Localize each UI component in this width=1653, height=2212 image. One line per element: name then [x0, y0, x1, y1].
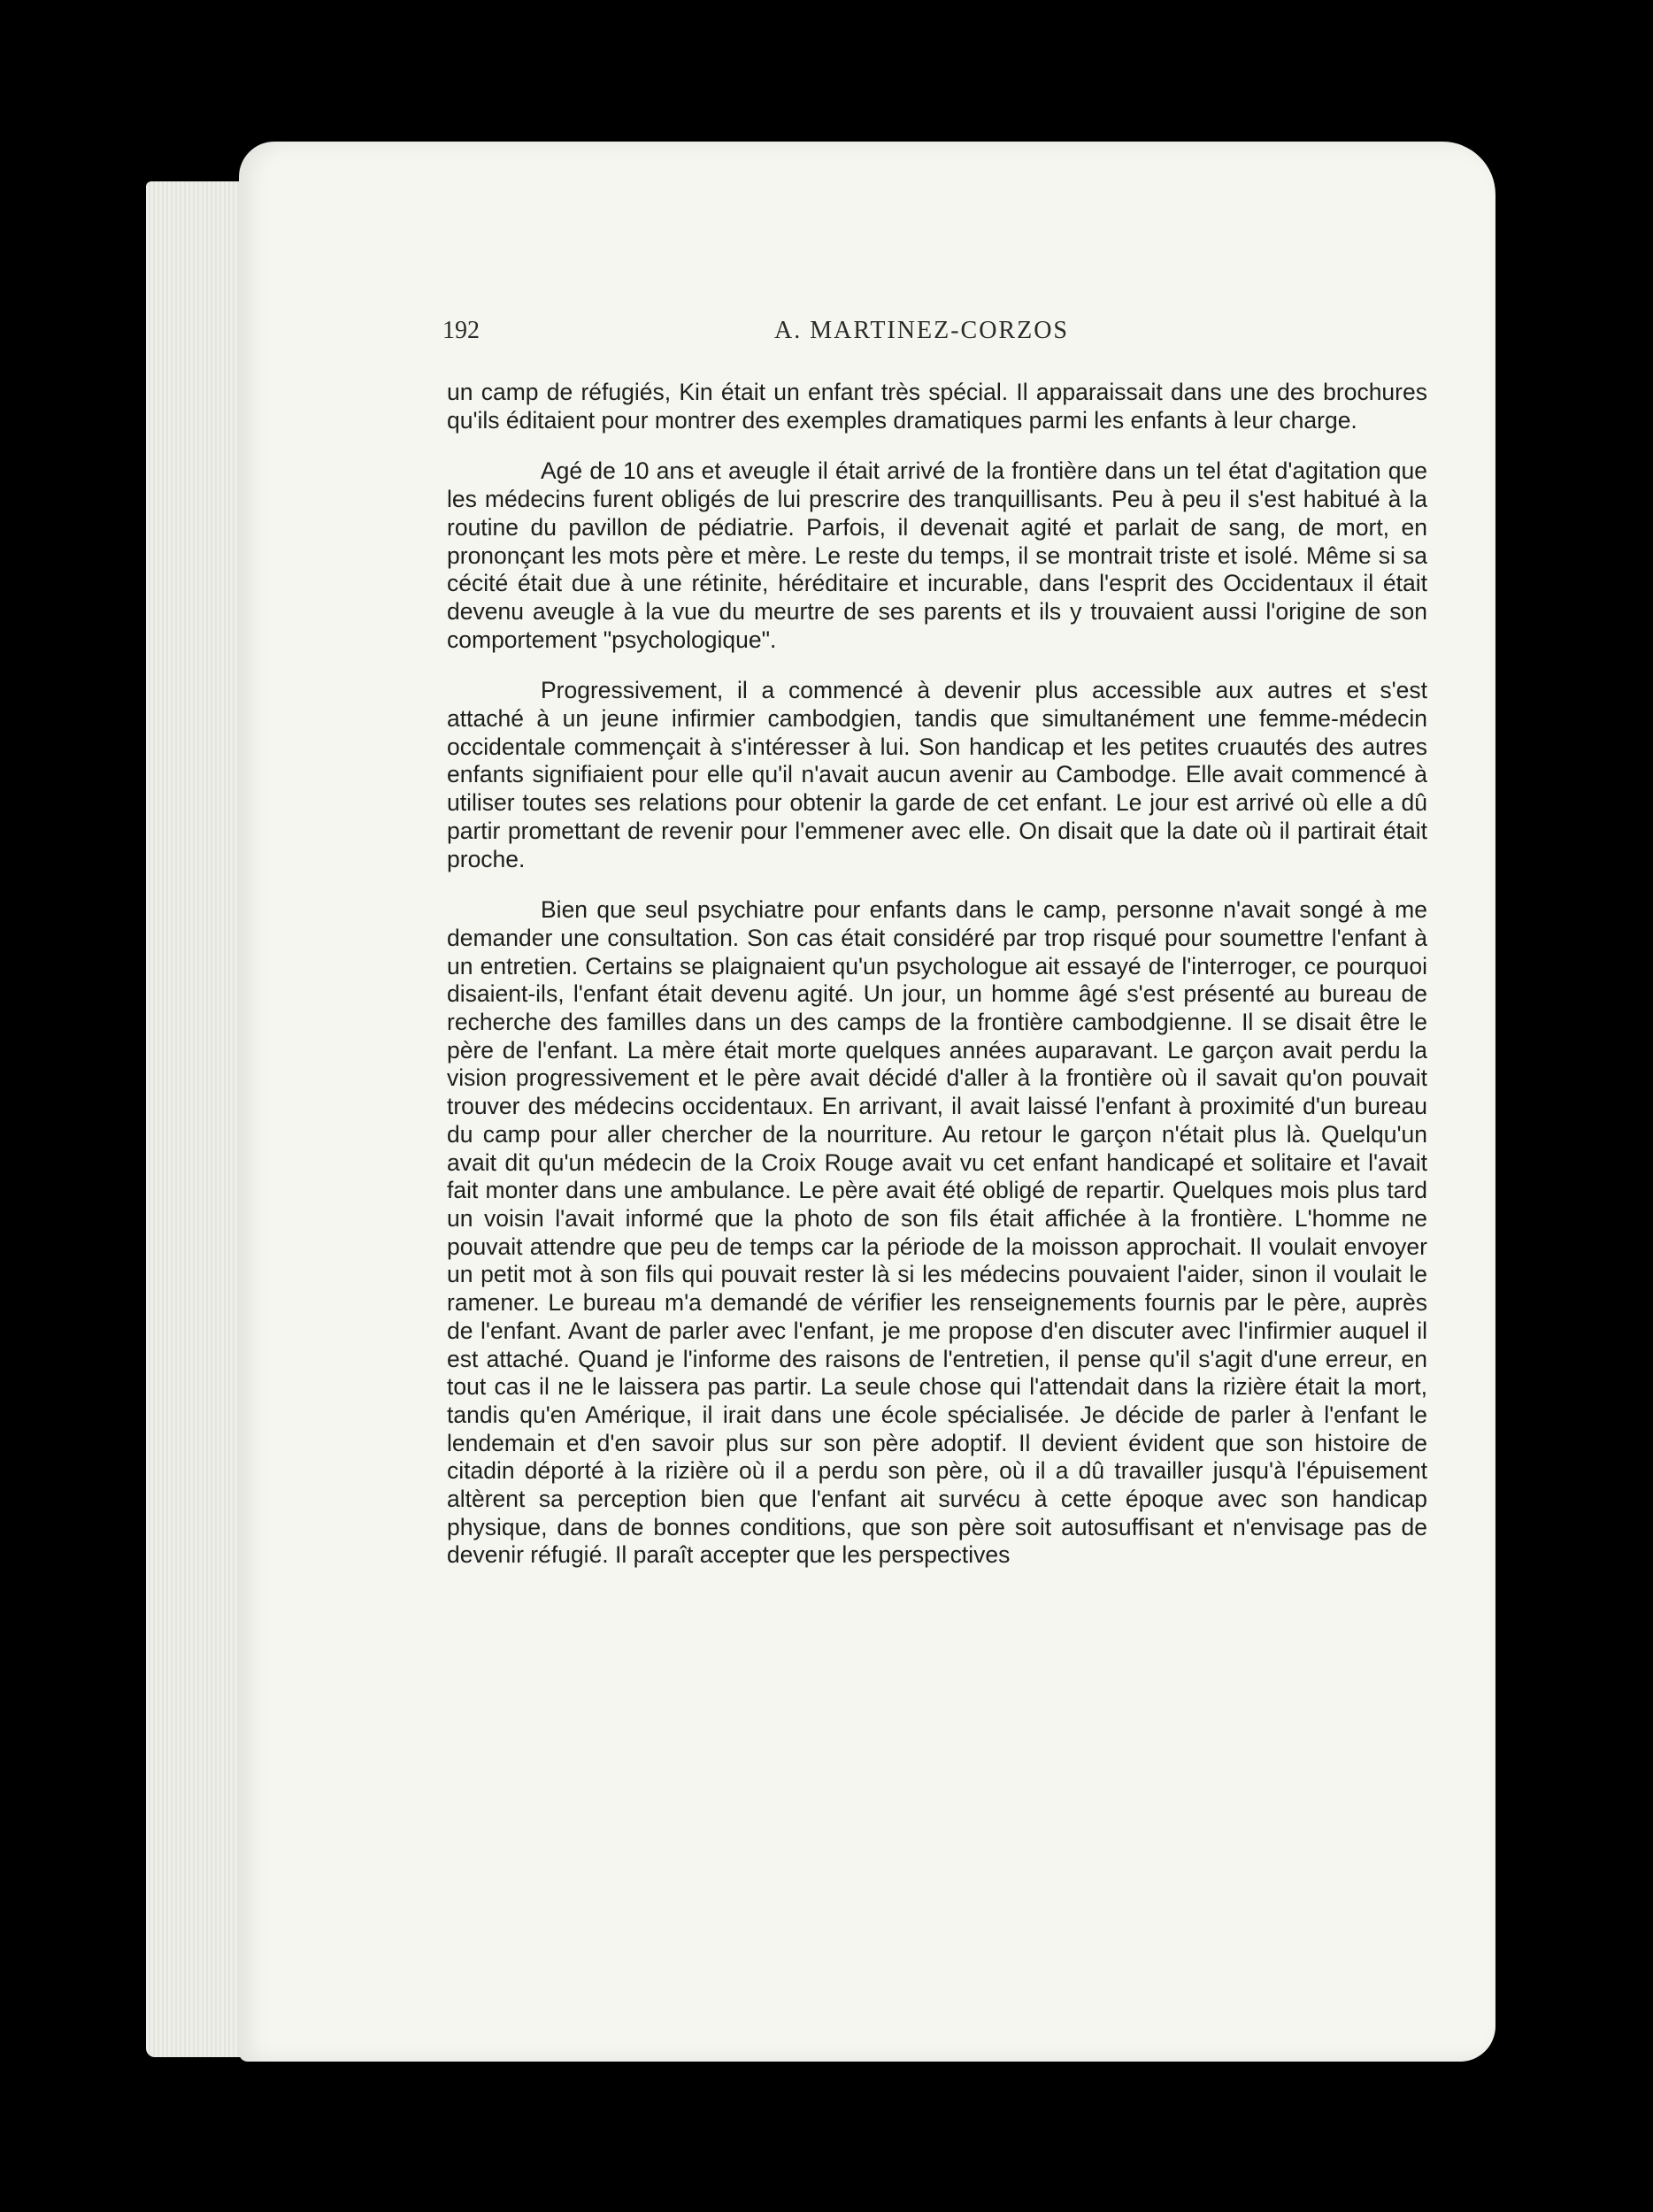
running-head-author: A. MARTINEZ-CORZOS	[774, 317, 1069, 344]
running-head	[442, 317, 1425, 352]
paragraph-3: Progressivement, il a commencé à devenir plus accessible aux autres et s'est attaché à un jeune infirmier cambodgien, tandis que simultanément une femme-médecin occidentale commençait à s'intéresser à lui. Son handicap et les petites cruautés des autres enfants signifiaient pour elle qu'il n'avait aucun avenir au Cambodge. Elle avait commencé à utiliser toutes ses relations pour obtenir la garde de cet enfant. Le jour est arrivé où elle a dû partir promettant de revenir pour l'emmener avec elle. On disait que la date où il partirait était proche.	[447, 677, 1427, 872]
paragraph-1: un camp de réfugiés, Kin était un enfant très spécial. Il apparaissait dans une des brochures qu'ils éditaient pour montrer des exemples dramatiques parmi les enfants à leur charge.	[447, 379, 1427, 434]
page-number: 192	[442, 317, 480, 344]
paragraph-2: Agé de 10 ans et aveugle il était arrivé de la frontière dans un tel état d'agitation que les médecins furent obligés de lui prescrire des tranquillisants. Peu à peu il s'est habitué à la routine du pavillon de pédiatrie. Parfois, il devenait agité et parlait de sang, de mort, en prononçant les mots père et mère. Le reste du temps, il se montrait triste et isolé. Même si sa cécité était due à une rétinite, héréditaire et incurable, dans l'esprit des Occidentaux il était devenu aveugle à la vue du meurtre de ses parents et ils y trouvaient aussi l'origine de son comportement "psychologique".	[447, 457, 1427, 653]
paragraph-4: Bien que seul psychiatre pour enfants dans le camp, personne n'avait songé à me demander une consultation. Son cas était considéré par trop risqué pour soumettre l'enfant à un entretien. Certains se plaignaient qu'un psychologue ait essayé de l'interroger, ce pourquoi disaient-ils, l'enfant était devenu agité. Un jour, un homme âgé s'est présenté au bureau de recherche des familles dans un des camps de la frontière cambodgienne. Il se disait être le père de l'enfant. La mère était morte quelques années auparavant. Le garçon avait perdu la vision progressivement et le père avait décidé d'aller à la frontière où il savait qu'on pouvait trouver des médecins occidentaux. En arrivant, il avait laissé l'enfant à proximité d'un bureau du camp pour aller chercher de la nourriture. Au retour le garçon n'était plus là. Quelqu'un avait dit qu'un médecin de la Croix Rouge avait vu cet enfant handicapé et solitaire et l'avait fait monter dans une ambulance. Le père avait été obligé de repartir. Quelques mois plus tard un voisin l'avait informé que la photo de son fils était affichée à la frontière. L'homme ne pouvait attendre que peu de temps car la période de la moisson approchait. Il voulait envoyer un petit mot à son fils qui pouvait rester là si les médecins pouvaient l'aider, sinon il voulait le ramener. Le bureau m'a demandé de vérifier les renseignements fournis par le père, auprès de l'enfant. Avant de parler avec l'enfant, je me propose d'en discuter avec l'infirmier auquel il est attaché. Quand je l'informe des raisons de l'entretien, il pense qu'il s'agit d'une erreur, en tout cas il ne le laissera pas partir. La seule chose qui l'attendait dans la rizière était la mort, tandis qu'en Amérique, il irait dans une école spécialisée. Je décide de parler à l'enfant le lendemain et d'en savoir plus sur son père adoptif. Il devient évident que son histoire de citadin déporté à la rizière où il a perdu son père, où il a dû travailler jusqu'à l'épuisement altèrent sa perception bien que l'enfant ait survécu à cette époque avec son handicap physique, dans de bonnes conditions, que son père soit autosuffisant et n'envisage pas de devenir réfugié. Il paraît accepter que les perspectives	[447, 896, 1427, 1569]
body-text	[447, 379, 1427, 1593]
book-page-edges	[146, 181, 252, 2057]
